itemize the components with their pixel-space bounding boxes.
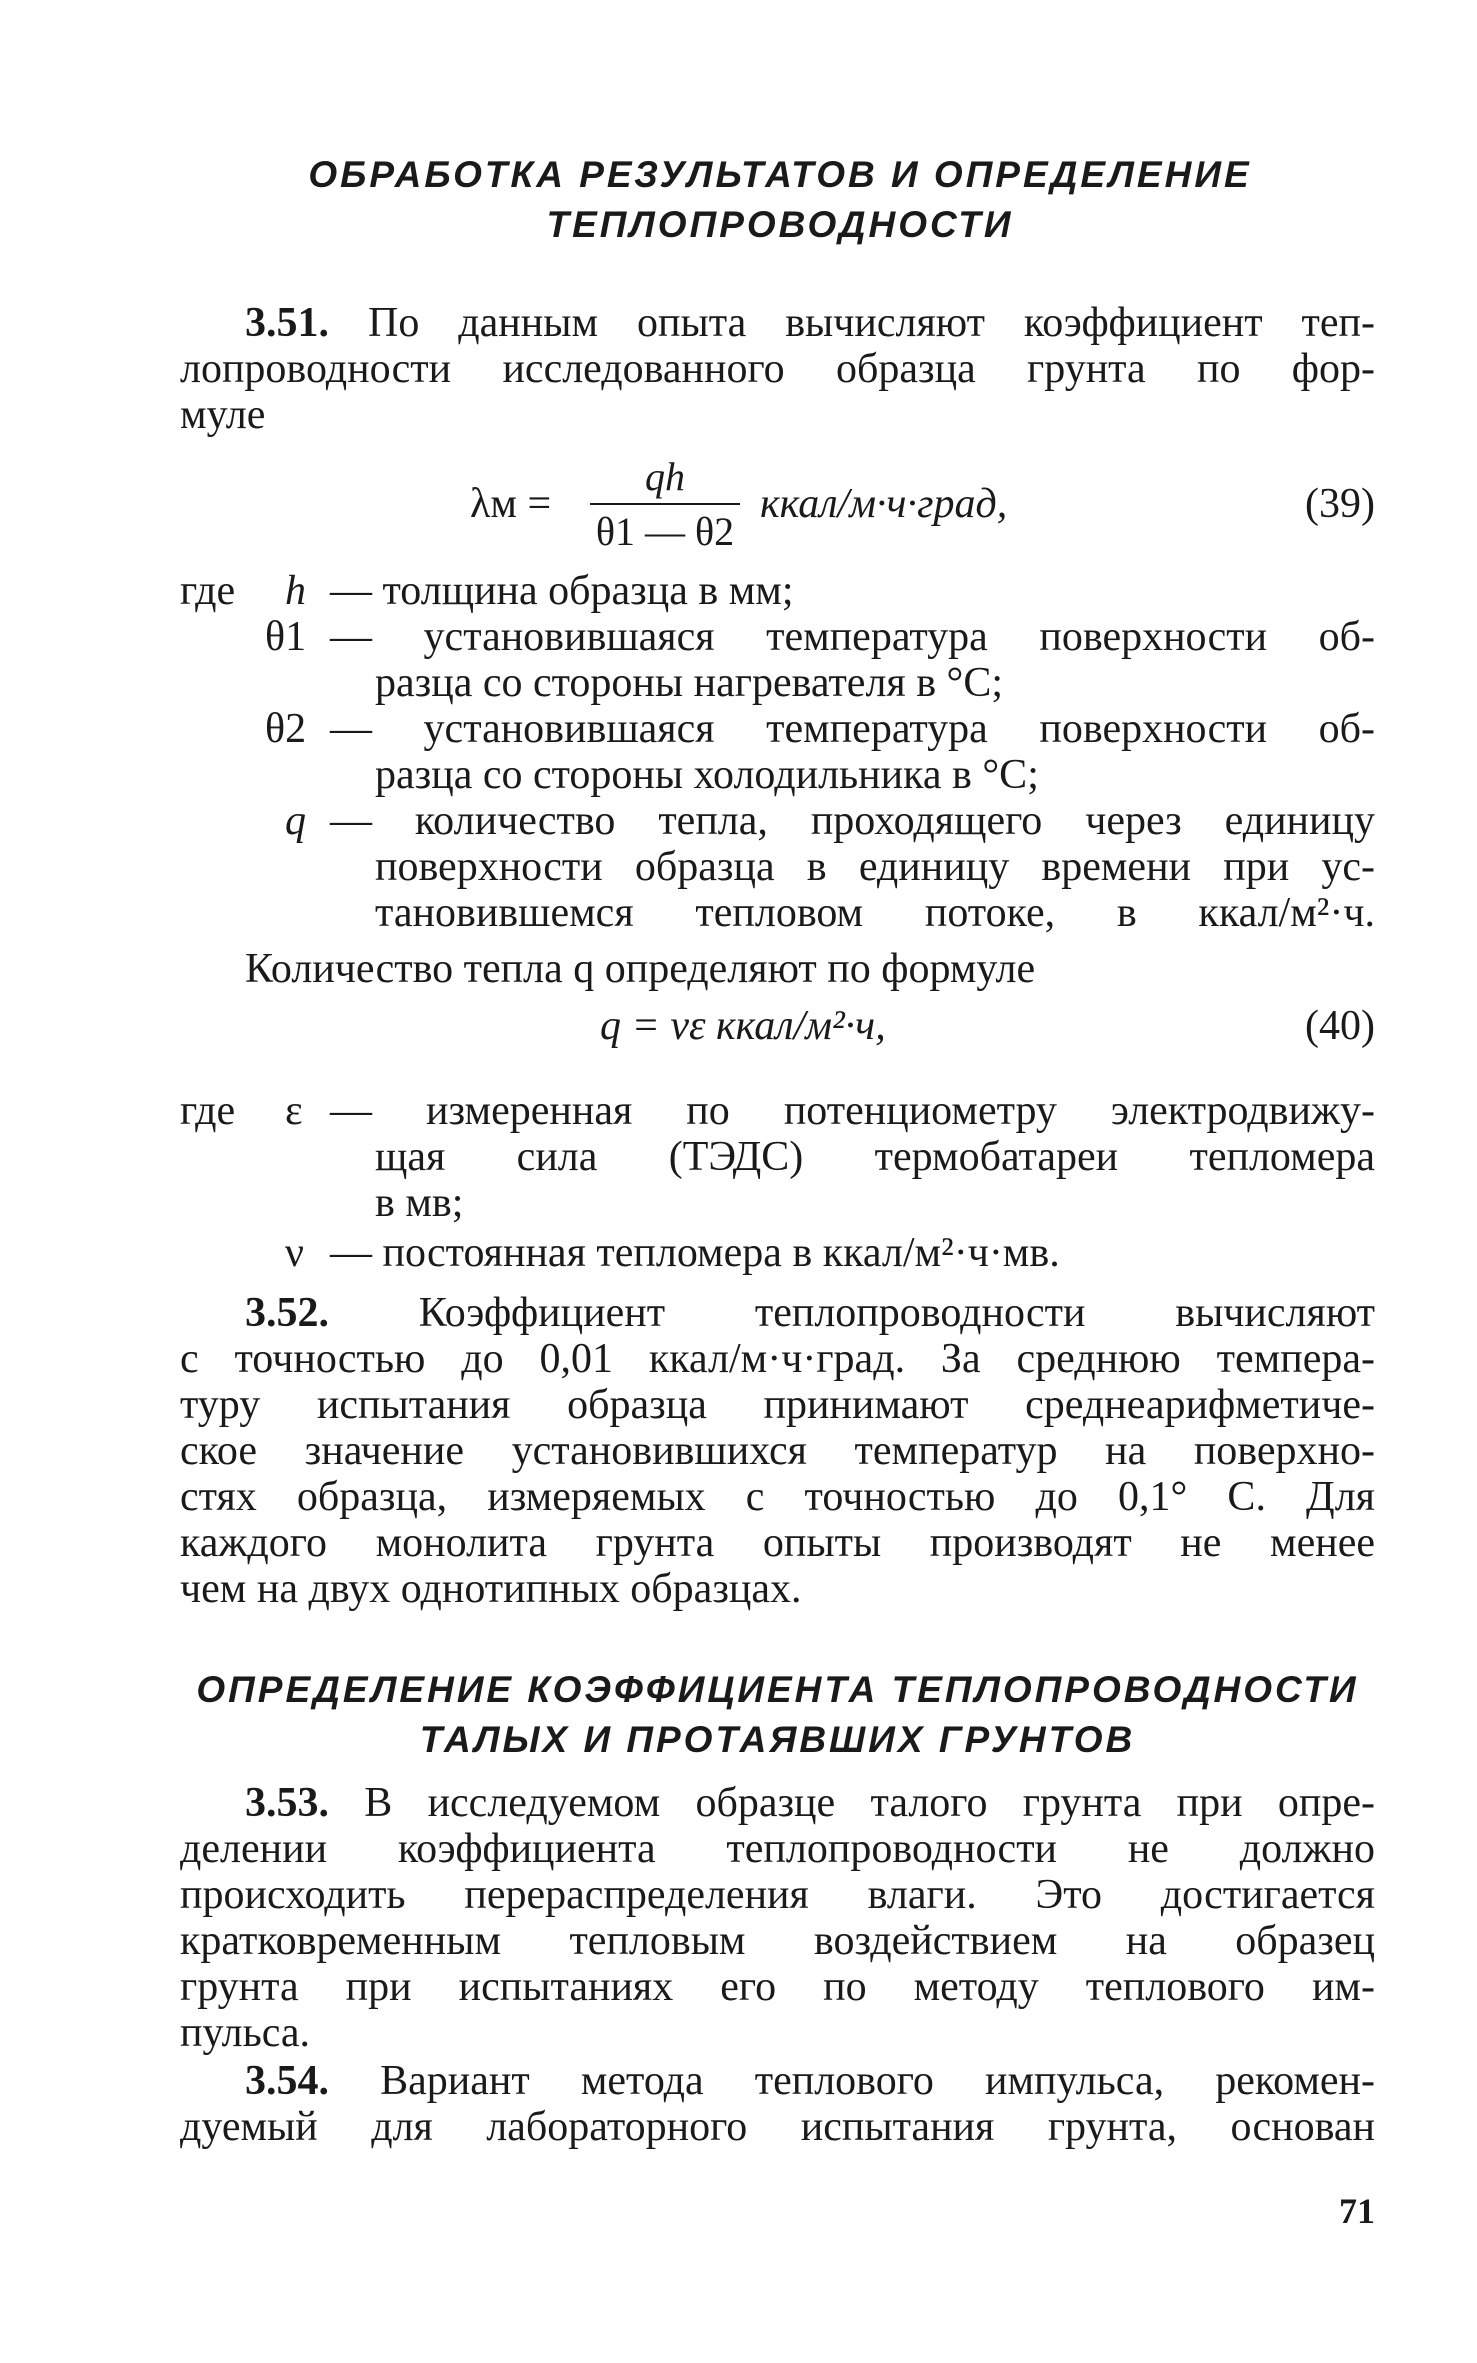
paragraph-number: 3.54. [245,2058,329,2104]
formula-39-numerator: qh [645,454,685,499]
page-number: 71 [1339,2191,1375,2231]
formula-39-denominator: θ1 — θ2 [595,509,735,554]
symbol-h: h [285,568,306,614]
paragraph-3-51-line1 [245,300,1375,346]
definition-epsilon-line3: в мв; [375,1180,464,1226]
paragraph-number: 3.53. [245,1780,329,1826]
symbol-theta1: θ1 [265,614,307,660]
paragraph-3-52-line2: с точностью до 0,01 ккал/м·ч·град. За среднюю темпера- [180,1336,1375,1382]
heading-line: ТЕПЛОПРОВОДНОСТИ [546,204,1014,245]
paragraph-3-53-line1 [245,1780,1375,1826]
paragraph-3-53-line6: пульса. [180,2010,311,2056]
definition-h: — толщина образца в мм; [330,568,794,614]
paragraph-3-52-line4: ское значение установившихся температур на поверхно- [180,1428,1375,1474]
definition-q-line1: — количество тепла, проходящего через единицу [330,798,1375,844]
formula-39-unit: ккал/м·ч·град, [760,481,1008,527]
text: В исследуемом образце талого грунта при опре- [364,1780,1376,1826]
paragraph-3-53-line5: грунта при испытаниях его по методу теплового им- [180,1964,1375,2010]
equation-number-39: (39) [1305,481,1375,527]
where-label: где [180,1088,236,1134]
paragraph-3-51-line3: муле [180,392,266,438]
text: Вариант метода теплового импульса, рекомен- [380,2058,1375,2104]
heat-intro: Количество тепла q определяют по формуле [245,946,1036,992]
formula-39-lhs: λм = [470,481,552,527]
paragraph-3-54-line1 [245,2058,1375,2104]
heading-line: ОБРАБОТКА РЕЗУЛЬТАТОВ И ОПРЕДЕЛЕНИЕ [308,154,1252,195]
paragraph-3-52-line3: туру испытания образца принимают среднеарифметиче- [180,1382,1375,1428]
paragraph-3-53-line4: кратковременным тепловым воздействием на образец [180,1918,1375,1964]
symbol-nu: ν [285,1230,304,1276]
equation-number-40: (40) [1305,1003,1375,1049]
text: Коэффициент теплопроводности вычисляют [418,1290,1375,1336]
definition-theta2-line1: — установившаяся температура поверхности об- [330,706,1375,752]
paragraph-3-52-line7: чем на двух однотипных образцах. [180,1566,802,1612]
paragraph-3-52-line6: каждого монолита грунта опыты производят не менее [180,1520,1375,1566]
where-label: где [180,568,236,614]
paragraph-3-51-line2: лопроводности исследованного образца грунта по фор- [180,346,1375,392]
definition-q-line2: поверхности образца в единицу времени при ус- [375,844,1375,890]
paragraph-3-52-line1 [245,1290,1375,1336]
paragraph-3-53-line3: происходить перераспределения влаги. Это достигается [180,1872,1375,1918]
definition-epsilon-line1: — измеренная по потенциометру электродвижу- [330,1088,1375,1134]
definition-theta2-line2: разца со стороны холодильника в °С; [375,752,1039,798]
definition-q-line3: тановившемся тепловом потоке, в ккал/м²·ч. [375,890,1375,936]
paragraph-number: 3.51. [245,300,329,346]
definition-theta1-line2: разца со стороны нагревателя в °С; [375,660,1004,706]
symbol-q: q [285,798,306,844]
section-heading-2 [180,1665,1375,1765]
symbol-epsilon: ε [285,1088,303,1134]
paragraph-3-54-line2: дуемый для лабораторного испытания грунта, основан [180,2104,1375,2150]
fraction-bar [590,503,740,505]
paragraph-3-52-line5: стях образца, измеряемых с точностью до 0,1° С. Для [180,1474,1375,1520]
symbol-theta2: θ2 [265,706,307,752]
definition-epsilon-line2: щая сила (ТЭДС) термобатареи тепломера [375,1134,1375,1180]
heading-line: ОПРЕДЕЛЕНИЕ КОЭФФИЦИЕНТА ТЕПЛОПРОВОДНОСТИ [196,1669,1359,1710]
paragraph-number: 3.52. [245,1290,329,1336]
formula-40: q = νε ккал/м²·ч, [600,1003,886,1049]
section-heading-1 [180,150,1380,250]
paragraph-3-53-line2: делении коэффициента теплопроводности не должно [180,1826,1375,1872]
heading-line: ТАЛЫХ И ПРОТАЯВШИХ ГРУНТОВ [419,1719,1136,1760]
definition-theta1-line1: — установившаяся температура поверхности об- [330,614,1375,660]
definition-nu: — постоянная тепломера в ккал/м²·ч·мв. [330,1230,1060,1276]
text: По данным опыта вычисляют коэффициент теп- [367,300,1376,346]
